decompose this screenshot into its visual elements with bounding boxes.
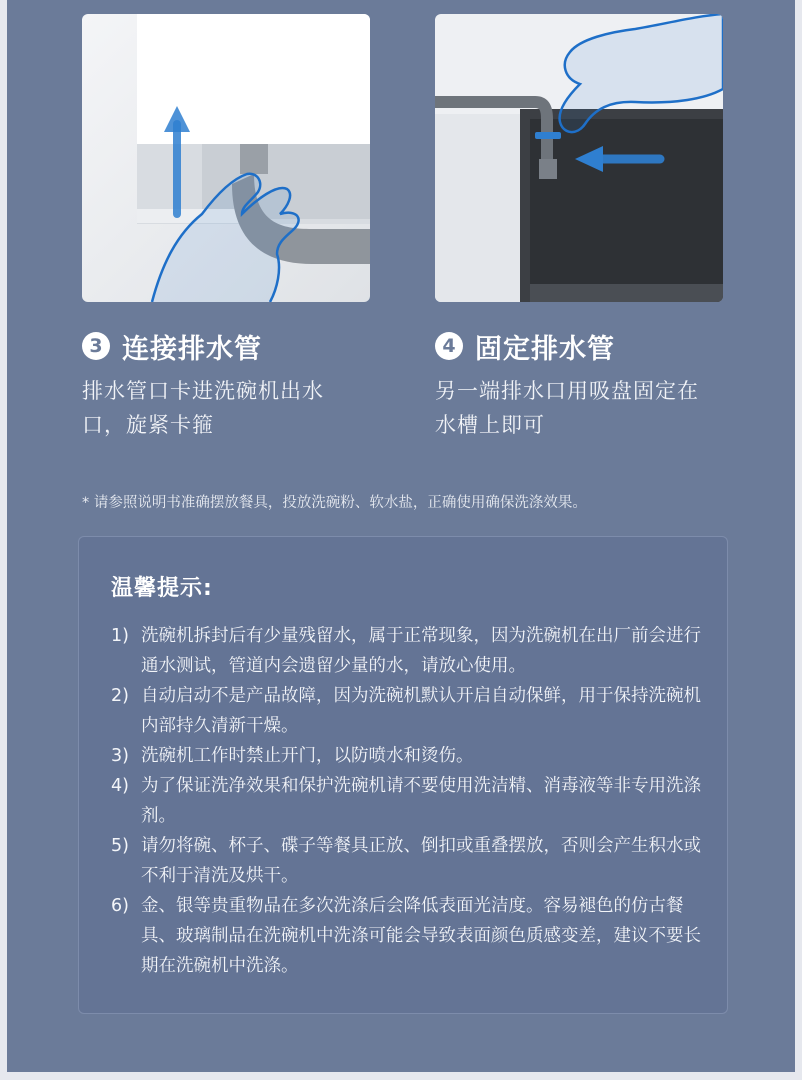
tip-number: 1) — [111, 626, 129, 646]
tips-title: 温馨提示: — [111, 576, 213, 601]
step-3 — [82, 326, 402, 442]
tip-text: 自动启动不是产品故障，因为洗碗机默认开启自动保鲜，用于保持洗碗机内部持久清新干燥。 — [141, 686, 701, 736]
step-4-number-badge: 4 — [435, 332, 463, 360]
tips-panel — [78, 536, 728, 1014]
tip-number: 3) — [111, 746, 129, 766]
tip-text: 洗碗机工作时禁止开门，以防喷水和烫伤。 — [141, 746, 474, 766]
usage-note: * 请参照说明书准确摆放餐具，投放洗碗粉、软水盐，正确使用确保洗涤效果。 — [82, 495, 587, 511]
tip-text: 金、银等贵重物品在多次洗涤后会降低表面光洁度。容易褪色的仿古餐具、玻璃制品在洗碗机中洗涤可能会导致表面颜色质感变差，建议不要长期在洗碗机中洗涤。 — [141, 896, 701, 976]
step-4 — [435, 326, 755, 442]
step-4-illustration — [435, 14, 723, 302]
step-4-description: 另一端排水口用吸盘固定在水槽上即可 — [435, 379, 699, 437]
tip-number: 6) — [111, 896, 129, 916]
page-edge-right — [795, 0, 802, 1080]
step-4-title: 固定排水管 — [475, 333, 615, 365]
step-3-title-row — [82, 326, 402, 366]
step-3-description: 排水管口卡进洗碗机出水口，旋紧卡箍 — [82, 379, 324, 437]
tip-item — [111, 831, 711, 891]
step-3-title: 连接排水管 — [122, 333, 262, 365]
step-3-illustration — [82, 14, 370, 302]
tip-item — [111, 771, 711, 831]
tip-number: 5) — [111, 836, 129, 856]
tip-item — [111, 891, 711, 981]
tip-text: 请勿将碗、杯子、碟子等餐具正放、倒扣或重叠摆放，否则会产生积水或不利于清洗及烘干。 — [141, 836, 701, 886]
tip-item — [111, 621, 711, 681]
step-3-number-badge: 3 — [82, 332, 110, 360]
tip-number: 2) — [111, 686, 129, 706]
page-edge-bottom — [0, 1072, 802, 1080]
page-edge-left — [0, 0, 7, 1080]
step-4-title-row — [435, 326, 755, 366]
tip-text: 为了保证洗净效果和保护洗碗机请不要使用洗洁精、消毒液等非专用洗涤剂。 — [141, 776, 701, 826]
tips-list — [111, 621, 711, 981]
tip-item — [111, 741, 711, 771]
tip-text: 洗碗机拆封后有少量残留水，属于正常现象，因为洗碗机在出厂前会进行通水测试，管道内会遗留少量的水，请放心使用。 — [141, 626, 701, 676]
tip-number: 4) — [111, 776, 129, 796]
tip-item — [111, 681, 711, 741]
